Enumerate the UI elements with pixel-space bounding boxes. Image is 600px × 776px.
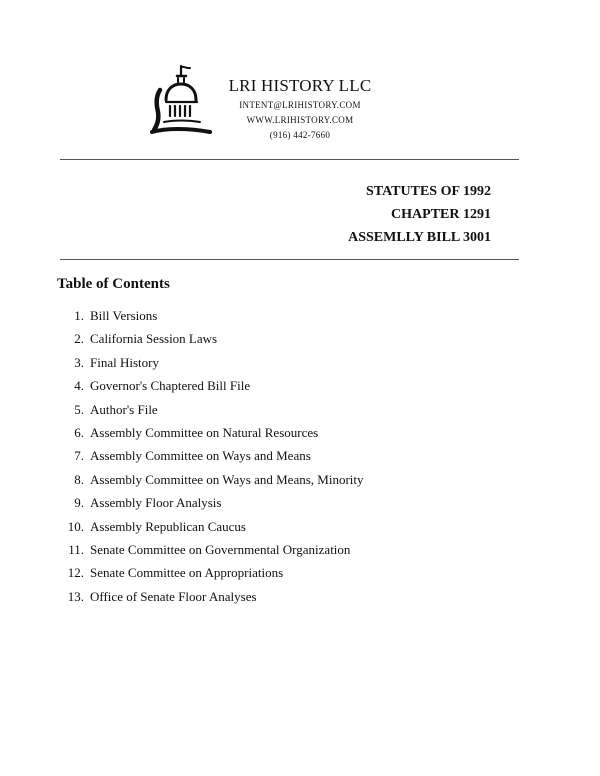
toc-item-number: 7. [74, 448, 84, 464]
toc-item-label: Assembly Floor Analysis [90, 495, 222, 511]
toc-item-label: Bill Versions [90, 308, 158, 323]
bottom-divider [60, 259, 519, 260]
company-website: WWW.LRIHISTORY.COM [246, 115, 354, 125]
toc-item-number: 8. [74, 471, 84, 487]
toc-title: Table of Contents [57, 276, 170, 292]
toc-item-label: Assembly Committee on Ways and Means [90, 448, 311, 464]
toc-item-number: 1. [74, 308, 84, 323]
statutes-line: STATUTES OF 1992 [366, 184, 491, 199]
toc-item-label: Author's File [90, 401, 158, 417]
toc-item-label: Governor's Chaptered Bill File [90, 378, 251, 394]
toc-item-label: Final History [90, 354, 159, 370]
toc-item-number: 5. [74, 401, 84, 417]
toc-item-number: 4. [74, 378, 84, 394]
top-divider [60, 159, 519, 160]
toc-item-label: Office of Senate Floor Analyses [90, 588, 257, 604]
toc-item-label: Senate Committee on Appropriations [90, 565, 284, 581]
company-name: LRI HISTORY LLC [228, 76, 372, 95]
toc-item-number: 9. [74, 495, 84, 511]
toc-item-label: Assembly Republican Caucus [90, 518, 246, 534]
chapter-line: CHAPTER 1291 [391, 207, 491, 222]
toc-item-number: 6. [74, 424, 84, 440]
bill-line: ASSEMLLY BILL 3001 [348, 230, 491, 245]
toc-item-label: California Session Laws [90, 331, 218, 347]
company-phone: (916) 442-7660 [269, 130, 331, 140]
capitol-dome-icon [144, 64, 214, 138]
toc-item-number: 10. [67, 518, 84, 534]
company-email: INTENT@LRIHISTORY.COM [239, 100, 361, 110]
company-header [224, 76, 376, 143]
toc-item-number: 3. [74, 354, 84, 370]
toc-item-number: 2. [74, 331, 84, 347]
statute-block [348, 180, 491, 249]
toc-item-number: 13. [67, 588, 84, 604]
toc-item-label: Senate Committee on Governmental Organization [90, 541, 351, 557]
toc-item-number: 11. [68, 541, 84, 557]
toc-item-number: 12. [67, 565, 84, 581]
toc-item-label: Assembly Committee on Natural Resources [90, 424, 319, 440]
toc-item-label: Assembly Committee on Ways and Means, Minority [90, 471, 364, 487]
